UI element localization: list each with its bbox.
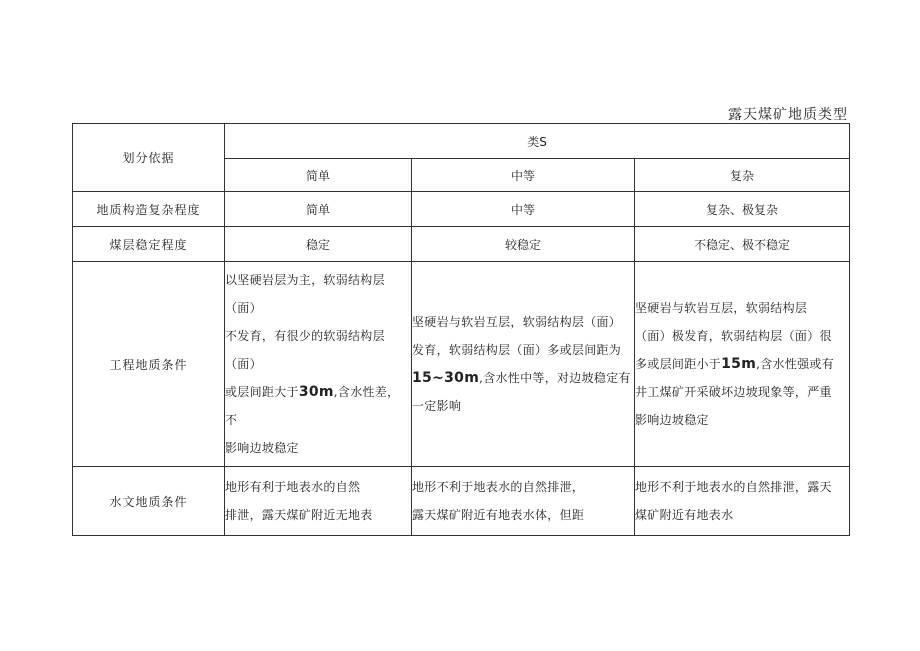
text-fragment: ,含水性中等，对边坡稳定有 xyxy=(479,371,631,385)
engineering-medium-line: 一定影响 xyxy=(412,399,462,413)
level-complex-header: 复杂 xyxy=(635,159,850,192)
table-row xyxy=(73,227,850,262)
engineering-medium-line: 发育，软弱结构层（面）多或层间距为 xyxy=(412,343,622,357)
hydro-complex-line: 地形不利于地表水的自然排泄，露天 xyxy=(635,480,832,494)
engineering-simple-line: 影响边坡稳定 xyxy=(225,441,299,455)
table-row xyxy=(73,467,850,536)
seam-medium-cell: 较稳定 xyxy=(412,227,635,262)
table-row xyxy=(73,262,850,467)
text-fragment: ,含水性强或有 xyxy=(756,357,835,371)
engineering-complex-line xyxy=(635,350,849,378)
engineering-complex-line: 井工煤矿开采破坏边坡现象等，严重 xyxy=(635,385,832,399)
hydro-simple-cell xyxy=(225,467,412,536)
hydro-complex-cell xyxy=(635,467,850,536)
engineering-simple-line: 不发育，有很少的软弱结构层（面） xyxy=(225,329,385,371)
row-label-engineering: 工程地质条件 xyxy=(73,262,225,467)
hydro-simple-line: 地形有利于地表水的自然 xyxy=(225,480,361,494)
hydro-medium-line: 地形不利于地表水的自然排泄， xyxy=(412,480,585,494)
hydro-medium-cell xyxy=(412,467,635,536)
engineering-complex-line: 坚硬岩与软岩互层，软弱结构层 xyxy=(635,301,808,315)
category-header-cell: 类S xyxy=(225,124,850,159)
engineering-medium-cell xyxy=(412,262,635,467)
hydro-medium-line: 露天煤矿附近有地表水体，但距 xyxy=(412,508,585,522)
level-medium-header: 中等 xyxy=(412,159,635,192)
thickness-value: 15m xyxy=(721,356,757,372)
text-fragment: ,含水性差，不 xyxy=(225,385,400,427)
seam-simple-cell: 稳定 xyxy=(225,227,412,262)
engineering-medium-line: 坚硬岩与软岩互层，软弱结构层（面） xyxy=(412,315,622,329)
thickness-value: 15~30m xyxy=(412,370,480,386)
engineering-complex-line: （面）极发育，软弱结构层（面）很 xyxy=(635,329,832,343)
table-row xyxy=(73,192,850,227)
row-label-hydro: 水文地质条件 xyxy=(73,467,225,536)
geology-type-table xyxy=(72,123,850,536)
engineering-simple-cell xyxy=(225,262,412,467)
engineering-complex-line: 影响边坡稳定 xyxy=(635,413,709,427)
engineering-simple-line: 以坚硬岩层为主，软弱结构层（面） xyxy=(225,273,385,315)
structure-medium-cell: 中等 xyxy=(412,192,635,227)
hydro-simple-line: 排泄，露天煤矿附近无地表 xyxy=(225,508,373,522)
level-simple-header: 简单 xyxy=(225,159,412,192)
thickness-value: 30m xyxy=(298,384,334,400)
structure-simple-cell: 简单 xyxy=(225,192,412,227)
engineering-simple-line xyxy=(225,378,411,434)
document-title: 露天煤矿地质类型 xyxy=(728,107,848,123)
engineering-medium-line xyxy=(412,364,634,392)
row-label-seam: 煤层稳定程度 xyxy=(73,227,225,262)
structure-complex-cell: 复杂、极复杂 xyxy=(635,192,850,227)
row-label-structure: 地质构造复杂程度 xyxy=(73,192,225,227)
seam-complex-cell: 不稳定、极不稳定 xyxy=(635,227,850,262)
text-fragment: 多或层间距小于 xyxy=(635,357,722,371)
hydro-complex-line: 煤矿附近有地表水 xyxy=(635,508,734,522)
engineering-complex-cell xyxy=(635,262,850,467)
text-fragment: 或层间距大于 xyxy=(225,385,299,399)
basis-header-cell: 划分依据 xyxy=(73,124,225,192)
